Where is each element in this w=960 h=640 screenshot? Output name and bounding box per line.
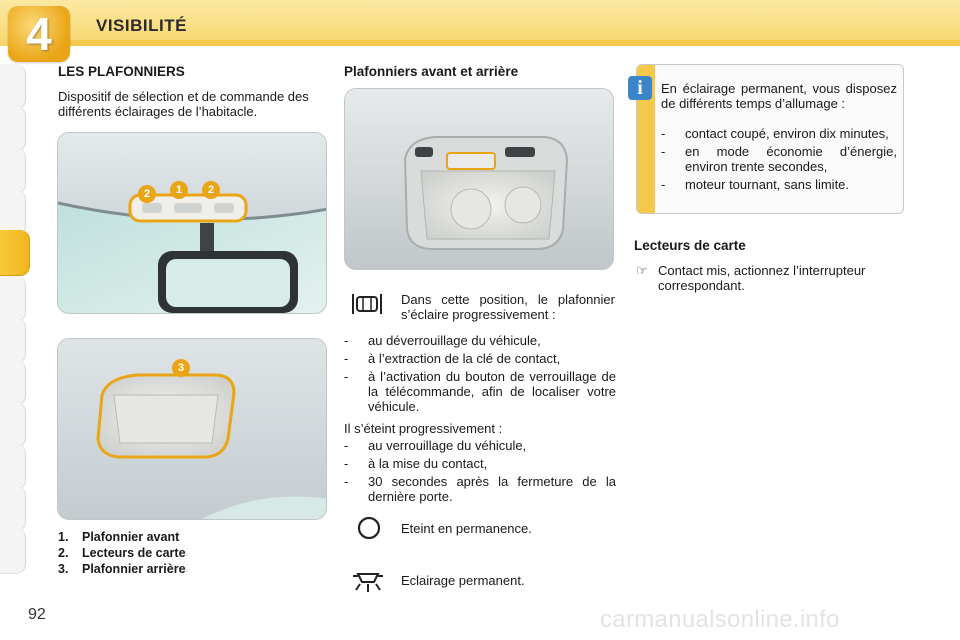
- chapter-badge: 4: [8, 6, 70, 62]
- list-item: - 30 secondes après la fermeture de la dernière porte.: [344, 474, 616, 504]
- chapter-tabs: [0, 64, 30, 584]
- front-ceiling-photo: [57, 132, 327, 314]
- ceiling-light-closeup-illustration: [345, 89, 614, 270]
- list-item: - à l’extraction de la clé de contact,: [344, 351, 561, 366]
- light-off-icon: [356, 515, 382, 541]
- ceiling-light-closeup-photo: [344, 88, 614, 270]
- info-icon: i: [628, 76, 652, 100]
- chapter-tab-active[interactable]: [0, 230, 30, 276]
- section-heading: LES PLAFONNIERS: [58, 64, 185, 79]
- legend-item: 1. Plafonnier avant: [58, 530, 180, 544]
- intro-text: Dispositif de sélection et de commande des différents éclairages de l’habitacle.: [58, 89, 309, 119]
- list-item: - à l’activation du bouton de verrouillage de la télécommande, afin de localiser votre véhicule.: [344, 369, 616, 414]
- light-off-label: Eteint en permanence.: [401, 521, 532, 536]
- progressive-text: Dans cette position, le plafonnier s’éclaire progressivement :: [401, 292, 615, 322]
- info-intro: En éclairage permanent, vous disposez de différents temps d’allumage :: [661, 81, 897, 111]
- list-item: - en mode économie d’énergie, environ trente secondes,: [661, 144, 897, 174]
- chapter-tab[interactable]: [0, 486, 26, 532]
- on-conditions-list: [344, 333, 616, 417]
- chapter-tab[interactable]: [0, 64, 26, 110]
- header-underline: [70, 40, 960, 46]
- map-reader-text: Contact mis, actionnez l’interrupteur correspondant.: [658, 263, 866, 293]
- photo-legend: [58, 530, 186, 578]
- callout-3: 3: [172, 359, 190, 377]
- list-item: - moteur tournant, sans limite.: [661, 177, 850, 192]
- callout-2-right: 2: [202, 181, 220, 199]
- light-permanent-icon: [350, 566, 386, 594]
- door-light-icon: [350, 291, 384, 317]
- info-durations-list: [661, 126, 897, 195]
- off-intro: Il s’éteint progressivement :: [344, 421, 503, 436]
- section-heading: Lecteurs de carte: [634, 238, 746, 253]
- rear-ceiling-illustration: [58, 339, 327, 520]
- list-item: - au déverrouillage du véhicule,: [344, 333, 541, 348]
- chapter-tab[interactable]: [0, 402, 26, 448]
- callout-2-left: 2: [138, 185, 156, 203]
- chapter-tab[interactable]: [0, 528, 26, 574]
- list-item: - à la mise du contact,: [344, 456, 488, 471]
- callout-1: 1: [170, 181, 188, 199]
- watermark: carmanualsonline.info: [600, 606, 840, 633]
- list-item: - contact coupé, environ dix minutes,: [661, 126, 889, 141]
- front-ceiling-illustration: [58, 133, 327, 314]
- off-conditions-list: [344, 438, 616, 507]
- info-box: [636, 64, 904, 214]
- chapter-tab[interactable]: [0, 148, 26, 194]
- chapter-tab[interactable]: [0, 360, 26, 406]
- light-permanent-label: Eclairage permanent.: [401, 573, 525, 588]
- legend-item: 2. Lecteurs de carte: [58, 546, 186, 560]
- rear-ceiling-photo: [57, 338, 327, 520]
- chapter-tab[interactable]: [0, 106, 26, 152]
- chapter-tab[interactable]: [0, 318, 26, 364]
- pointing-hand-icon: ☞: [636, 263, 648, 278]
- page-number: 92: [28, 606, 46, 623]
- chapter-tab[interactable]: [0, 276, 26, 322]
- section-heading: Plafonniers avant et arrière: [344, 64, 519, 79]
- legend-item: 3. Plafonnier arrière: [58, 562, 186, 576]
- page-title: VISIBILITÉ: [96, 16, 187, 35]
- list-item: - au verrouillage du véhicule,: [344, 438, 527, 453]
- chapter-tab[interactable]: [0, 444, 26, 490]
